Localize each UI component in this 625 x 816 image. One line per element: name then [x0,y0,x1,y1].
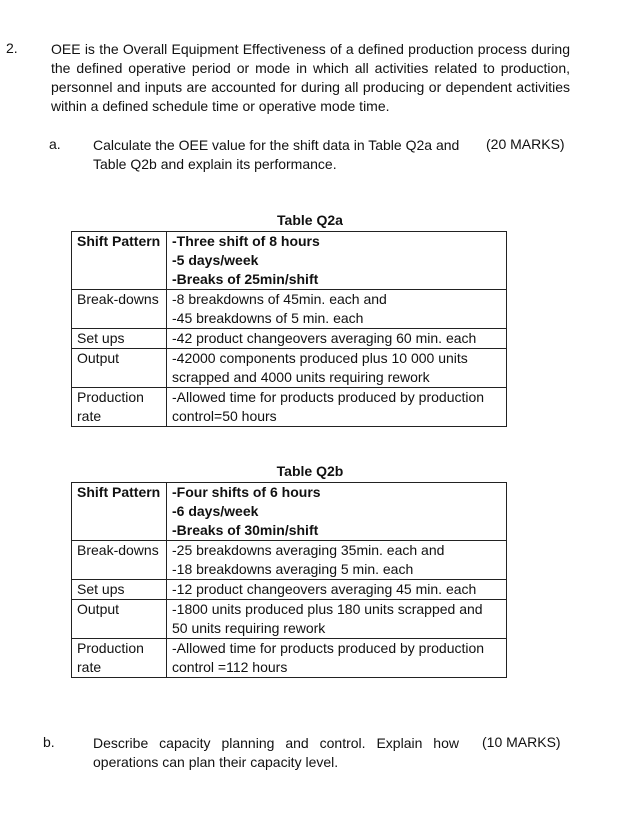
row-value-line: -Breaks of 30min/shift [172,522,319,538]
row-value [167,600,507,639]
part-b-label: b. [43,734,55,750]
row-key: Output [72,349,167,388]
row-key: Output [72,600,167,639]
row-value-line: -42000 components produced plus 10 000 units scrapped and 4000 units requiring rework [172,350,468,385]
row-value-line: -6 days/week [172,503,259,519]
part-a-marks: (20 MARKS) [486,136,565,152]
table-row [72,349,507,388]
row-value-line: -5 days/week [172,252,259,268]
part-b-marks: (10 MARKS) [482,734,561,750]
row-value-line: -8 breakdowns of 45min. each and [172,291,387,307]
table-row [72,580,507,600]
table-a-caption: Table Q2a [277,212,343,228]
row-key: Shift Pattern [72,232,167,290]
part-a-label: a. [49,136,61,152]
table-row [72,639,507,678]
row-key: Break-downs [72,541,167,580]
part-a-text: Calculate the OEE value for the shift data in Table Q2a and Table Q2b and explain its performance. [93,137,460,172]
question-number: 2. [6,40,18,56]
row-value-line: -Breaks of 25min/shift [172,271,319,287]
row-key: Set ups [72,329,167,349]
row-key: Production rate [72,639,167,678]
table-row [72,483,507,541]
row-key: Set ups [72,580,167,600]
row-value-line: -18 breakdowns averaging 5 min. each [172,561,414,577]
row-value-line: -Four shifts of 6 hours [172,484,321,500]
table-row [72,541,507,580]
table-row [72,329,507,349]
row-value-line: -25 breakdowns averaging 35min. each and [172,542,445,558]
table-q2a [71,231,507,427]
row-value [167,290,507,329]
part-b-text: Describe capacity planning and control. Explain how operations can plan their capacity level. [93,735,459,770]
table-b-caption: Table Q2b [276,463,344,479]
table-row [72,290,507,329]
row-value [167,483,507,541]
row-key: Break-downs [72,290,167,329]
row-value-line: -45 breakdowns of 5 min. each [172,310,364,326]
row-value [167,639,507,678]
row-value [167,329,507,349]
row-value-line: -1800 units produced plus 180 units scrapped and 50 units requiring rework [172,601,483,636]
row-value [167,349,507,388]
row-value-line: -Three shift of 8 hours [172,233,320,249]
row-value-line: -42 product changeovers averaging 60 min. each [172,330,477,346]
row-key: Production rate [72,388,167,427]
row-value [167,580,507,600]
row-value [167,388,507,427]
table-row [72,600,507,639]
table-row [72,388,507,427]
row-value [167,232,507,290]
row-value-line: -Allowed time for products produced by production control=50 hours [172,389,485,424]
row-value [167,541,507,580]
table-row [72,232,507,290]
row-key: Shift Pattern [72,483,167,541]
table-q2b [71,482,507,678]
question-text: OEE is the Overall Equipment Effectiveness of a defined production process during the defined operative period or mode in which all activities related to production, personnel and inputs are accounted for during all producing or dependent activities within a defined schedule time or operative mode time. [51,41,570,114]
row-value-line: -12 product changeovers averaging 45 min. each [172,581,477,597]
row-value-line: -Allowed time for products produced by production control =112 hours [172,640,485,675]
